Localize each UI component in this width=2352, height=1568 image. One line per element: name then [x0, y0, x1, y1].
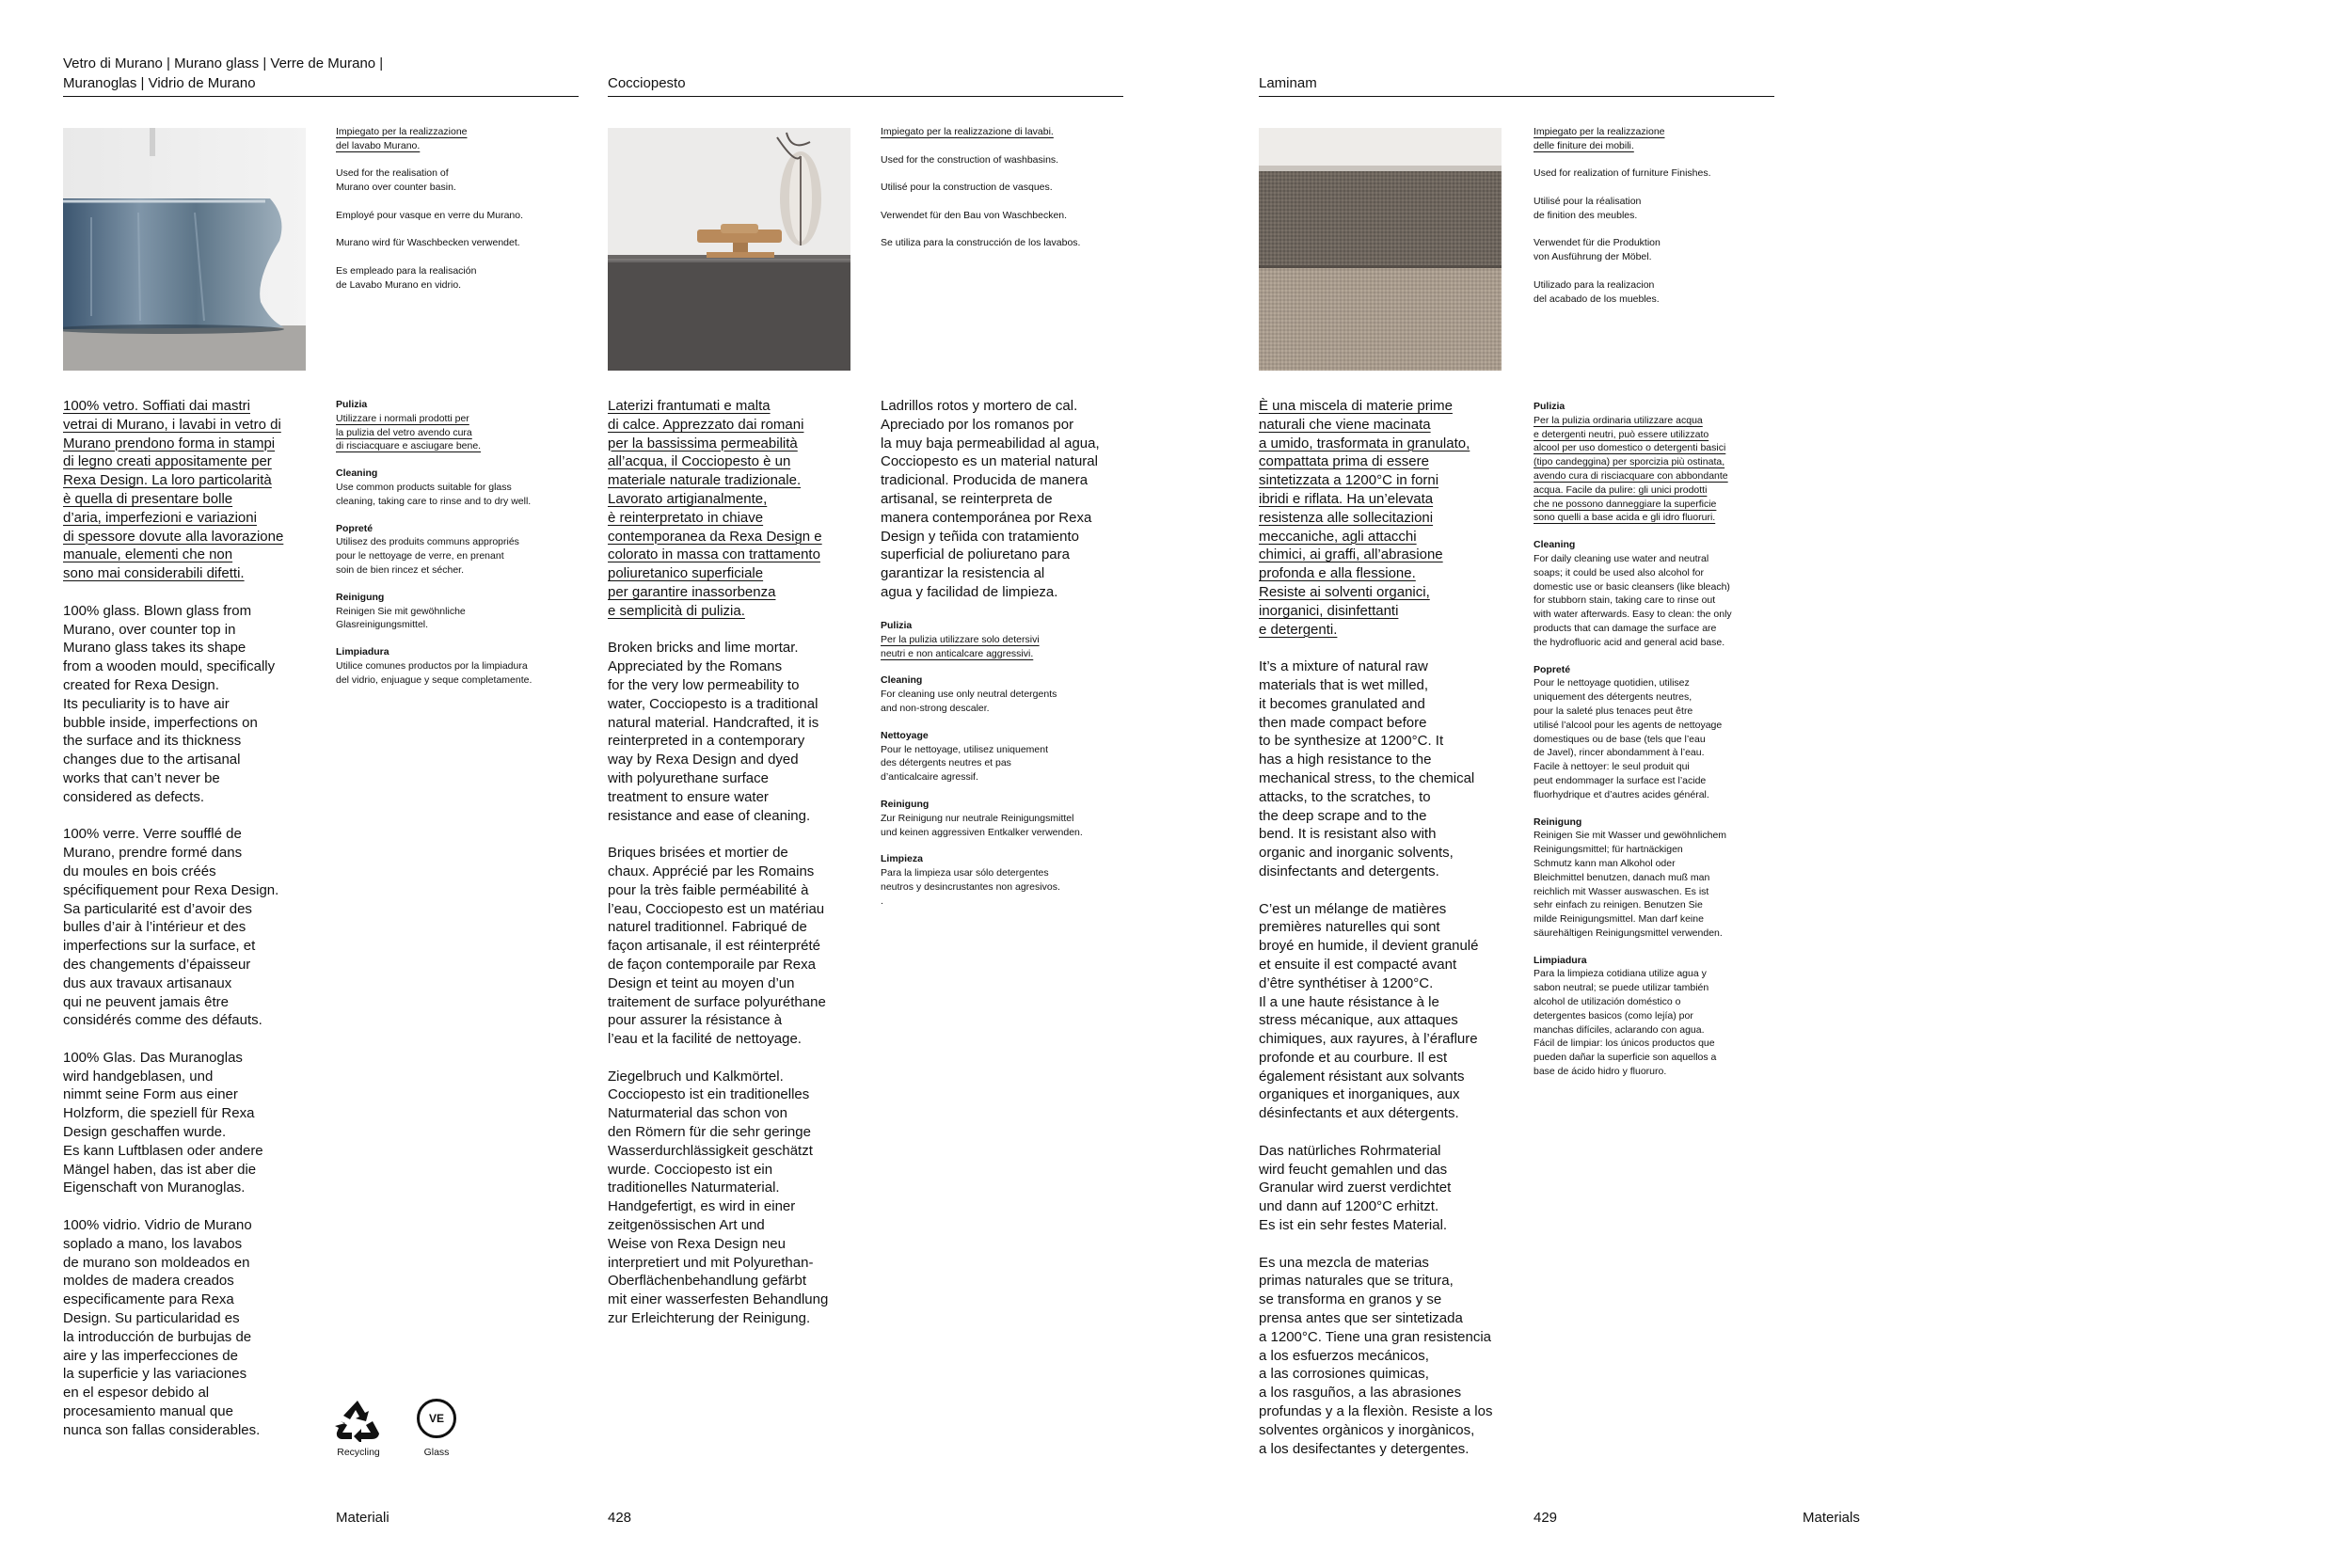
murano-care-it: Utilizzare i normali prodotti per la pulizia del vetro avendo cura di risciacquare e asciugare bene.	[336, 412, 482, 452]
laminam-care-de: Reinigen Sie mit Wasser und gewöhnlichem Reinigungsmittel; für hartnäckigen Schmutz kann man Alkohol oder Bleichmittel benutzen, danach muß man reichlich mit Wasser auswaschen. Es ist sehr einfach zu reinigen. Benutzen Sie milde Reinigungsmittel. Man darf keine säurehältigen Reinigungsmittel verwenden.	[1534, 830, 1727, 939]
laminam-care-de-title: Reinigung	[1534, 816, 1582, 828]
laminam-care-fr: Pour le nettoyage quotidien, utilisez uniquement des détergents neutres, pour la saleté plus tenaces peut être utilisé l’alcool pour les agents de nettoyage domestiques ou de base (tels que l’eau de Javel), rincer abondamment à l’eau. Facile à nettoyer: le seul produit qui peut endommager la surface est l’acide fluorhydrique et d’autres acides général.	[1534, 677, 1723, 800]
cocciopesto-desc-de: Ziegelbruch und Kalkmörtel. Cocciopesto ist ein traditionelles Naturmaterial das schon von den Römern für die sehr geringe Wasserdurchlässigkeit geschätzt wurde. Cocciopesto ist ein traditionelles Naturmaterial. Handgefertigt, es wird in einer zeitgenössischen Art und Weise von Rexa Design neu interpretiert und mit Polyurethan- Oberflächenbehandlung gefärbt mit einer wasserfesten Behandlung zur Erleichterung der Reinigung.	[608, 1068, 829, 1327]
laminam-care-it-title: Pulizia	[1534, 401, 1565, 412]
laminam-care-es-title: Limpiadura	[1534, 954, 1587, 966]
cocciopesto-description-right	[881, 397, 1135, 621]
laminam-usage-fr: Utilisé pour la réalisation de finition des meubles.	[1534, 195, 1642, 221]
laminam-usage-de: Verwendet für die Produktion von Ausführung der Möbel.	[1534, 237, 1661, 263]
murano-care-de-title: Reinigung	[336, 591, 385, 603]
murano-usage-es: Es empleado para la realisación de Lavabo Murano en vidrio.	[336, 264, 477, 291]
cocciopesto-usage-fr: Utilisé pour la construction de vasques.	[881, 182, 1053, 194]
laminam-usage-en: Used for realization of furniture Finishes.	[1534, 167, 1711, 180]
murano-desc-de: 100% Glas. Das Muranoglas wird handgeblasen, und nimmt seine Form aus einer Holzform, die speziell für Rexa Design geschaffen wurde. Es kann Luftblasen oder andere Mängel haben, das ist aber die Eigenschaft von Muranoglas.	[63, 1049, 263, 1196]
recycling-label: Recycling	[337, 1447, 380, 1458]
laminam-description	[1259, 397, 1518, 1477]
laminam-care-it: Per la pulizia ordinaria utilizzare acqua e detergenti neutri, può essere utilizzato alcool per uso domestico o detergenti basici (tipo candeggina) per sporcizia più ostinata, avendo cura di risciacquare con abbondante acqua. Facile da pulire: gli unici prodotti che ne possono danneggiare la superficie sono quelli a base acida e gli idro fluoruri.	[1534, 414, 1728, 524]
cocciopesto-desc-it: Laterizi frantumati e malta di calce. Apprezzato dai romani per la bassissima permeabilità all’acqua, il Cocciopesto è un materiale naturale tradizionale. Lavorato artigianalmente, è reinterpretato in chiave contemporanea da Rexa Design e colorato in massa con trattamento poliuretanico superficiale per garantire inassorbenza e semplicità di pulizia.	[608, 398, 822, 619]
cocciopesto-care-de-title: Reinigung	[881, 798, 930, 810]
cocciopesto-description-left	[608, 397, 857, 1347]
laminam-desc-fr: C’est un mélange de matières premières naturelles qui sont broyé en humide, il devient granulé et ensuite il est compacté avant d’être synthétiser à 1200°C. Il a une haute résistance à le stress mécanique, aux attaques chimiques, aux rayures, à l’éraflure profonde et au courbure. Il est également résistant aux solvants organiques et inorganiques, aux désinfectants et aux détergents.	[1259, 900, 1479, 1122]
laminam-desc-es: Es una mezcla de materias primas naturales que se tritura, se transforma en granos y se prensa antes que ser sintetizada a 1200°C. Tiene una gran resistencia a los esfuerzos mecánicos, a las corrosiones quimicas, a los rasguños, a las abrasiones profundas y a la flexiòn. Resiste a los solventes orgànicos y inorgànicos, a los desifectantes y detergentes.	[1259, 1254, 1493, 1457]
footer-left-label: Materiali	[336, 1510, 389, 1526]
cocciopesto-care	[881, 619, 1135, 922]
murano-care-it-title: Pulizia	[336, 399, 368, 410]
cocciopesto-care-es-title: Limpieza	[881, 853, 923, 865]
cocciopesto-header-text: Cocciopesto	[608, 75, 686, 91]
laminam-usage-es: Utilizado para la realizacion del acabado de los muebles.	[1534, 278, 1660, 305]
glass-ve-icon	[417, 1399, 456, 1438]
cocciopesto-care-en-title: Cleaning	[881, 674, 923, 687]
murano-usage-de: Murano wird für Waschbecken verwendet.	[336, 237, 520, 249]
laminam-care-en-title: Cleaning	[1534, 539, 1576, 551]
murano-photo	[63, 128, 306, 371]
murano-usage	[336, 125, 552, 306]
recycling-icon	[335, 1399, 380, 1442]
murano-care-es-title: Limpiadura	[336, 646, 389, 658]
cocciopesto-desc-es: Ladrillos rotos y mortero de cal. Apreciado por los romanos por la muy baja permeabilidad al agua, Cocciopesto es un material natural tradicional. Producida de manera artisanal, se reinterpreta de manera contemporánea por Rexa Design y teñida con tratamiento superficial de poliuretano para garantizar la resistencia al agua y facilidad de limpieza.	[881, 398, 1100, 600]
murano-desc-fr: 100% verre. Verre soufflé de Murano, prendre formé dans du moules en bois créés spécifiquement pour Rexa Design. Sa particularité est d’avoir des bulles d’air à l’intérieur et des imperfections sur la surface, et des changements d’épaisseur dus aux travaux artisanaux qui ne peuvent jamais être considérés comme des défauts.	[63, 826, 279, 1029]
cocciopesto-header	[608, 73, 1123, 97]
murano-care-en: Use common products suitable for glass cleaning, taking care to rinse and to dry well.	[336, 481, 532, 507]
murano-desc-it: 100% vetro. Soffiati dai mastri vetrai di Murano, i lavabi in vetro di Murano prendono forma in stampi di legno creati appositamente per Rexa Design. La loro particolarità è quella di presentare bolle d’aria, imperfezioni e variazioni di spessore dovute alla lavorazione manuale, elementi che non sono mai considerabili difetti.	[63, 398, 284, 582]
murano-usage-en: Used for the realisation of Murano over counter basin.	[336, 167, 456, 194]
murano-description	[63, 397, 312, 1458]
murano-care-de: Reinigen Sie mit gewöhnliche Glasreinigungsmittel.	[336, 605, 466, 631]
cocciopesto-care-de: Zur Reinigung nur neutrale Reinigungsmittel und keinen aggressiven Entkalker verwenden.	[881, 812, 1083, 838]
cocciopesto-usage-it: Impiegato per la realizzazione di lavabi.	[881, 126, 1054, 137]
laminam-care-en: For daily cleaning use water and neutral soaps; it could be used also alcohol for domestic use or basic cleansers (like bleach) for stubborn stain, taking care to rinse out with water afterwards. Easy to clean: the only products that can damage the surface are the hydrofluoric acid and general acid base.	[1534, 552, 1732, 648]
murano-care	[336, 398, 580, 701]
laminam-desc-de: Das natürliches Rohrmaterial wird feucht gemahlen und das Granular wird zuerst verdichtet und dann auf 1200°C erhitzt. Es ist ein sehr festes Material.	[1259, 1142, 1452, 1234]
laminam-desc-en: It’s a mixture of natural raw materials that is wet milled, it becomes granulated and then made compact before to be synthesize at 1200°C. It has a high resistance to the mechanical stress, to the chemical attacks, to the scratches, to the deep scrape and to the bend. It is resistant also with organic and inorganic solvents, disinfectants and detergents.	[1259, 658, 1475, 879]
cocciopesto-desc-fr: Briques brisées et mortier de chaux. Apprécié par les Romains pour la très faible perméabilité à l’eau, Cocciopesto est un matériau naturel traditionnel. Fabriqué de façon artisanale, il est réinterprété de façon contemporaile par Rexa Design et teint au moyen d’un traitement de surface polyuréthane pour assurer la résistance à l’eau et la facilité de nettoyage.	[608, 845, 826, 1048]
murano-care-fr: Utilisez des produits communs appropriés pour le nettoyage de verre, en prenant soin de bien rincez et sécher.	[336, 536, 519, 576]
cocciopesto-usage-en: Used for the construction of washbasins.	[881, 153, 1059, 166]
cocciopesto-usage-de: Verwendet für den Bau von Waschbecken.	[881, 209, 1068, 221]
murano-usage-it: Impiegato per la realizzazione del lavabo Murano.	[336, 126, 468, 151]
laminam-photo	[1259, 128, 1502, 371]
cocciopesto-care-en: For cleaning use only neutral detergents and non-strong descaler.	[881, 689, 1057, 714]
cocciopesto-care-fr: Pour le nettoyage, utilisez uniquement des détergents neutres et pas d’anticalcaire agressif.	[881, 743, 1049, 784]
murano-care-en-title: Cleaning	[336, 467, 378, 480]
cocciopesto-care-fr-title: Nettoyage	[881, 729, 929, 741]
murano-desc-es: 100% vidrio. Vidrio de Murano soplado a mano, los lavabos de murano son moldeados en moldes de madera creados especificamente para Rexa Design. Su particularidad es la introducción de burbujas de aire y las imperfecciones de la superficie y las variaciones en el espesor debido al procesamiento manual que nunca son fallas considerables.	[63, 1217, 261, 1438]
laminam-header-text: Laminam	[1259, 75, 1317, 91]
laminam-usage-it: Impiegato per la realizzazione delle finiture dei mobili.	[1534, 126, 1665, 151]
cocciopesto-desc-en: Broken bricks and lime mortar. Appreciated by the Romans for the very low permeability to water, Cocciopesto is a traditional natural material. Handcrafted, it is reinterpreted in a contemporary way by Rexa Design and dyed with polyurethane surface treatment to ensure water resistance and ease of cleaning.	[608, 640, 819, 824]
laminam-care-fr-title: Popreté	[1534, 663, 1571, 675]
footer-right-label: Materials	[1803, 1510, 1860, 1526]
murano-header-line-2: Muranoglas | Vidrio de Murano	[63, 75, 256, 91]
laminam-care	[1534, 400, 1788, 1092]
laminam-header	[1259, 73, 1774, 97]
cocciopesto-usage-es: Se utiliza para la construcción de los lavabos.	[881, 237, 1081, 249]
footer-right-page-number: 429	[1534, 1510, 1558, 1526]
glass-label: Glass	[423, 1447, 450, 1458]
murano-usage-fr: Employé pour vasque en verre du Murano.	[336, 209, 524, 221]
footer-left-page-number: 428	[608, 1510, 632, 1526]
murano-desc-en: 100% glass. Blown glass from Murano, over counter top in Murano glass takes its shape from a wooden mould, specifically created for Rexa Design. Its peculiarity is to have air bubble inside, imperfections on the surface and its thickness changes due to the artisanal works that can’t never be considered as defects.	[63, 602, 276, 805]
murano-care-es: Utilice comunes productos por la limpiadura del vidrio, enjuague y seque completamente.	[336, 659, 532, 686]
murano-header	[63, 54, 579, 97]
laminam-desc-it: È una miscela di materie prime naturali che viene macinata a umido, trasformata in granulato, compattata prima di essere sintetizzata a 1200°C in forni ibridi e riflata. Ha un’elevata resistenza alle sollecitazioni meccaniche, agli attacchi chimici, ai graffi, all’abrasione profonda e alla flessione. Resiste ai solventi organici, inorganici, disinfettanti e detergenti.	[1259, 398, 1470, 638]
cocciopesto-photo	[608, 128, 850, 371]
murano-care-fr-title: Popreté	[336, 522, 373, 534]
laminam-care-es: Para la limpieza cotidiana utilize agua y sabon neutral; se puede utilizar también alcohol de utilización doméstico o detergentes basicos (como lejía) por manchas difíciles, aclarando con agua. Fácil de limpiar: los únicos productos que pueden dañar la superficie son aquellos a base de ácido hidro y fluoruro.	[1534, 968, 1717, 1078]
murano-header-line-1: Vetro di Murano | Murano glass | Verre de Murano |	[63, 55, 384, 71]
laminam-usage	[1534, 125, 1778, 320]
cocciopesto-care-es: Para la limpieza usar sólo detergentes neutros y desincrustantes non agresivos. .	[881, 867, 1060, 907]
cocciopesto-usage	[881, 125, 1125, 264]
cocciopesto-care-it-title: Pulizia	[881, 620, 913, 631]
cocciopesto-care-it: Per la pulizia utilizzare solo detersivi neutri e non anticalcare aggressivi.	[881, 633, 1040, 659]
glass-ve-glyph: VE	[428, 1412, 444, 1425]
